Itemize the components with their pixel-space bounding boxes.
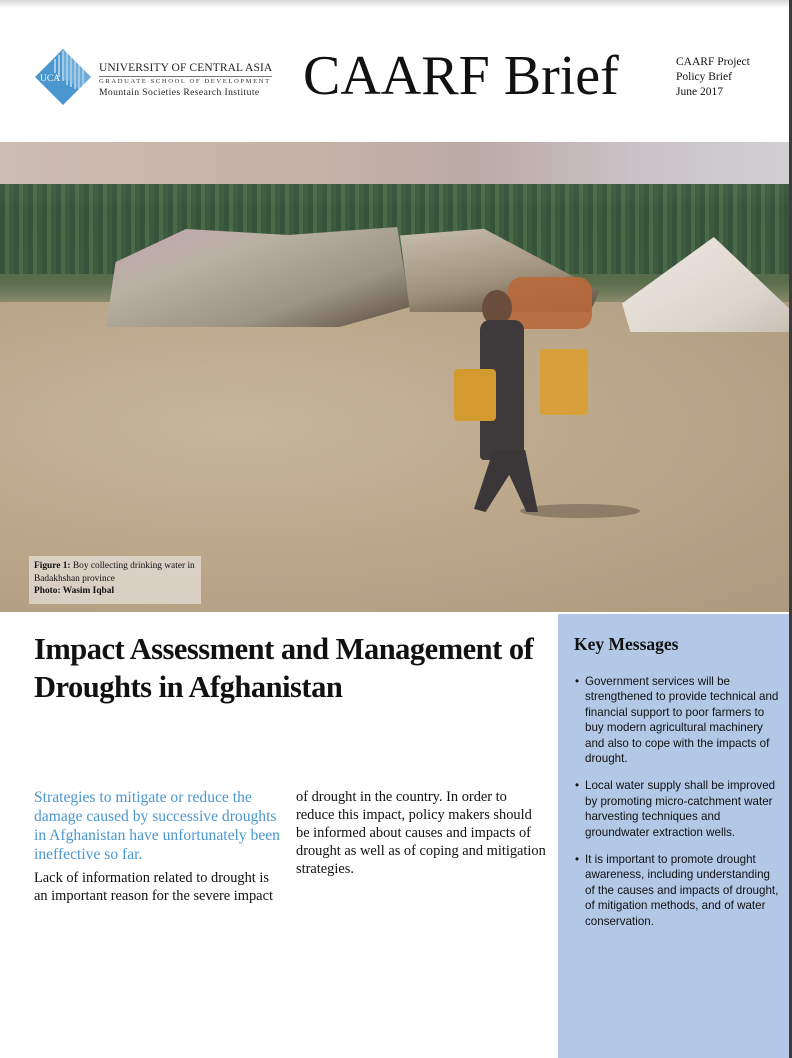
photo-caption [29,556,201,604]
brief-header [0,0,789,142]
photo-water-can [540,349,588,415]
meta-date: June 2017 [676,86,723,98]
column-left [34,788,284,905]
photo-water-can [454,369,496,421]
key-message-text: It is important to promote drought awareness, including understanding of the causes and impacts of drought, of mitigation methods, and of water conservation. [585,853,779,928]
article-title: Impact Assessment and Management of Droughts in Afghanistan [34,632,534,704]
brief-meta [676,55,750,100]
brief-title: CAARF Brief [303,45,619,107]
figure-label: Figure 1: [34,561,71,571]
key-message-item [575,852,780,929]
cover-photo [0,142,789,612]
key-messages-list [575,674,780,941]
institution-name [99,62,272,98]
key-message-text: Government services will be strengthened to provide technical and financial support to poor farmers to buy modern agricultural machinery and also to cope with the impacts of drought. [585,675,779,766]
bullet-icon: • [575,675,580,688]
key-messages-panel [558,614,789,1058]
figure-text: Boy collecting drinking water in Badakhshan province [34,561,195,584]
key-message-item [575,674,780,766]
body-paragraph-right: of drought in the country. In order to reduce this impact, policy makers should be informed about causes and impacts of drought as well as of coping and mitigation strategies. [296,789,546,877]
key-message-text: Local water supply shall be improved by promoting micro-catchment water harvesting techniques and groundwater extraction wells. [585,779,776,839]
school-name: GRADUATE SCHOOL OF DEVELOPMENT [99,78,271,85]
key-messages-heading: Key Messages [574,634,679,654]
meta-type: Policy Brief [676,71,732,83]
meta-project: CAARF Project [676,56,750,68]
bullet-icon: • [575,779,580,793]
body-paragraph-left: Lack of information related to drought is an important reason for the severe impact [34,870,273,904]
column-right [296,788,546,878]
university-name: UNIVERSITY OF CENTRAL ASIA [99,62,272,77]
bullet-icon: • [575,853,580,867]
article-lede: Strategies to mitigate or reduce the damage caused by successive droughts in Afghanistan have unfortunately been ineffective so far. [34,789,280,863]
institute-name: Mountain Societies Research Institute [99,87,260,98]
photo-credit: Photo: Wasim Iqbal [34,586,115,596]
svg-text:UCA: UCA [40,74,61,84]
key-message-item [575,778,780,840]
uca-logo-icon [33,47,93,107]
